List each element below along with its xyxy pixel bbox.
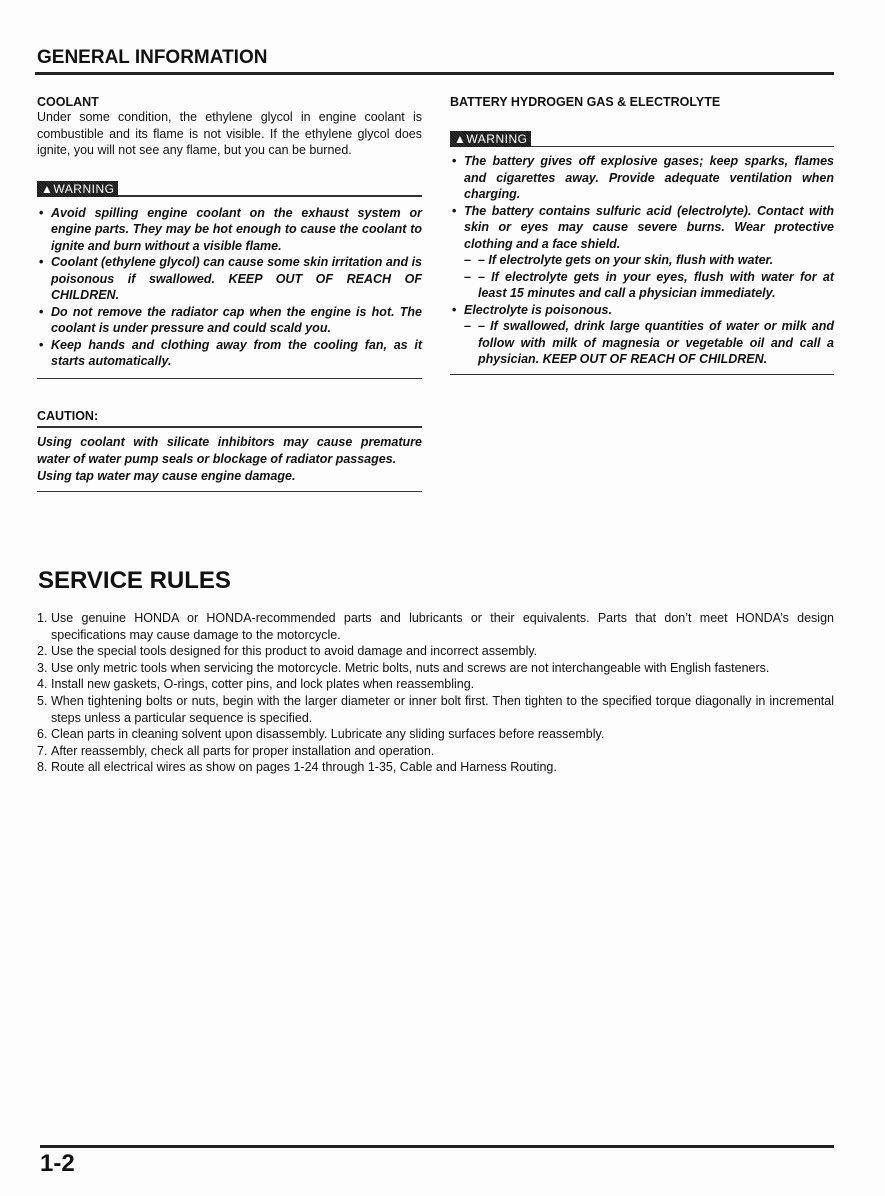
service-rule-item	[37, 743, 834, 760]
footer-divider	[40, 1145, 834, 1148]
rule-number: 8.	[37, 760, 48, 775]
warning-item-text: The battery contains sulfuric acid (electrolyte). Contact with skin or eyes may cause severe burns. Wear protective clothing and a face shield.	[464, 203, 834, 251]
service-rule-item	[37, 693, 834, 726]
warning-item-text: Electrolyte is poisonous.	[464, 302, 612, 317]
caution-line: Using coolant with silicate inhibitors may cause premature water of water pump seals or blockage of radiator passages.	[37, 434, 422, 466]
service-rule-item	[37, 610, 834, 643]
service-rule-item	[37, 676, 834, 693]
warning-item: • Do not remove the radiator cap when the engine is hot. The coolant is under pressure and could scald you.	[37, 304, 422, 337]
warning-item	[450, 302, 834, 368]
service-rule-item	[37, 726, 834, 743]
rule-text: Use the special tools designed for this product to avoid damage and incorrect assembly.	[51, 644, 538, 659]
rule-text: Install new gaskets, O-rings, cotter pins, and lock plates when reassembling.	[51, 677, 475, 692]
rule-text: Use only metric tools when servicing the motorcycle. Metric bolts, nuts and screws are not interchangeable with English fasteners.	[51, 660, 770, 675]
battery-warning-header	[450, 131, 834, 147]
service-rules-list	[37, 610, 834, 776]
warning-triangle-icon: ▲	[41, 181, 54, 196]
service-rule-item	[37, 759, 834, 776]
rule-text: When tightening bolts or nuts, begin with the larger diameter or inner bolt first. Then tighten to the specified torque diagonally in incremental steps unless a particular sequence is specified.	[51, 693, 834, 725]
warning-sub-item: – – If electrolyte gets on your skin, flush with water.	[464, 252, 834, 269]
caution-text	[37, 434, 422, 485]
battery-warning-list	[450, 153, 834, 368]
warning-badge: ▲WARNING	[37, 181, 118, 197]
warning-sub-list	[464, 318, 834, 368]
warning-sub-item: – – If swallowed, drink large quantities of water or milk and follow with milk of magnesia or vegetable oil and call a physician. KEEP OUT OF REACH OF CHILDREN.	[464, 318, 834, 368]
battery-heading: BATTERY HYDROGEN GAS & ELECTROLYTE	[450, 95, 721, 109]
service-rules-title: SERVICE RULES	[38, 567, 231, 594]
warning-item: • Coolant (ethylene glycol) can cause some skin irritation and is poisonous if swallowed. KEEP OUT OF REACH OF CHILDREN.	[37, 254, 422, 304]
page-header-title: GENERAL INFORMATION	[37, 47, 268, 68]
page-number: 1-2	[40, 1150, 75, 1177]
rule-text: Clean parts in cleaning solvent upon disassembly. Lubricate any sliding surfaces before reassembly.	[51, 727, 605, 742]
warning-item	[450, 153, 834, 203]
rule-number: 1.	[37, 611, 48, 625]
caution-line: Using tap water may cause engine damage.	[37, 468, 296, 483]
rule-number: 4.	[37, 677, 48, 692]
rule-number: 7.	[37, 743, 48, 758]
coolant-paragraph: Under some condition, the ethylene glycol in engine coolant is combustible and its flame is not visible. If the ethylene glycol does ignite, you will not see any flame, but you can be burned.	[37, 110, 422, 157]
warning-item	[450, 203, 834, 302]
rule-number: 2.	[37, 644, 48, 659]
service-rule-item	[37, 660, 834, 677]
battery-section	[450, 95, 834, 375]
warning-sub-list	[464, 252, 834, 302]
warning-triangle-icon: ▲	[454, 132, 467, 146]
coolant-warning-header	[37, 181, 422, 197]
warning-rule	[531, 146, 834, 148]
caution-label: CAUTION:	[37, 409, 99, 423]
rule-number: 6.	[37, 727, 48, 742]
rule-number: 3.	[37, 660, 48, 675]
warning-item: • Keep hands and clothing away from the cooling fan, as it starts automatically.	[37, 337, 422, 370]
coolant-warning-list	[37, 205, 422, 370]
rule-text: Use genuine HONDA or HONDA-recommended parts and lubricants or their equivalents. Parts that don’t meet HONDA’s design specifications may cause damage to the motorcycle.	[51, 611, 834, 642]
service-rule-item	[37, 643, 834, 660]
rule-text: Route all electrical wires as show on pages 1-24 through 1-35, Cable and Harness Routing.	[51, 760, 557, 775]
warning-badge: ▲WARNING	[450, 131, 531, 147]
warning-rule	[118, 195, 422, 197]
warning-end-rule	[450, 374, 834, 376]
rule-text: After reassembly, check all parts for proper installation and operation.	[51, 743, 435, 758]
warning-sub-item: – – If electrolyte gets in your eyes, flush with water for at least 15 minutes and call a physician immediately.	[464, 269, 834, 302]
rule-number: 5.	[37, 693, 48, 708]
caution-rule	[37, 426, 422, 428]
warning-item: • Avoid spilling engine coolant on the exhaust system or engine parts. They may be hot enough to cause the coolant to ignite and burn without a visible flame.	[37, 205, 422, 255]
warning-end-rule	[37, 378, 422, 380]
coolant-section	[37, 95, 422, 492]
header-divider	[35, 72, 834, 75]
caution-end-rule	[37, 491, 422, 493]
coolant-heading: COOLANT	[37, 95, 99, 109]
service-rules-section	[37, 610, 834, 776]
warning-item-text: The battery gives off explosive gases; keep sparks, flames and cigarettes away. Provide adequate ventilation when charging.	[464, 154, 834, 201]
